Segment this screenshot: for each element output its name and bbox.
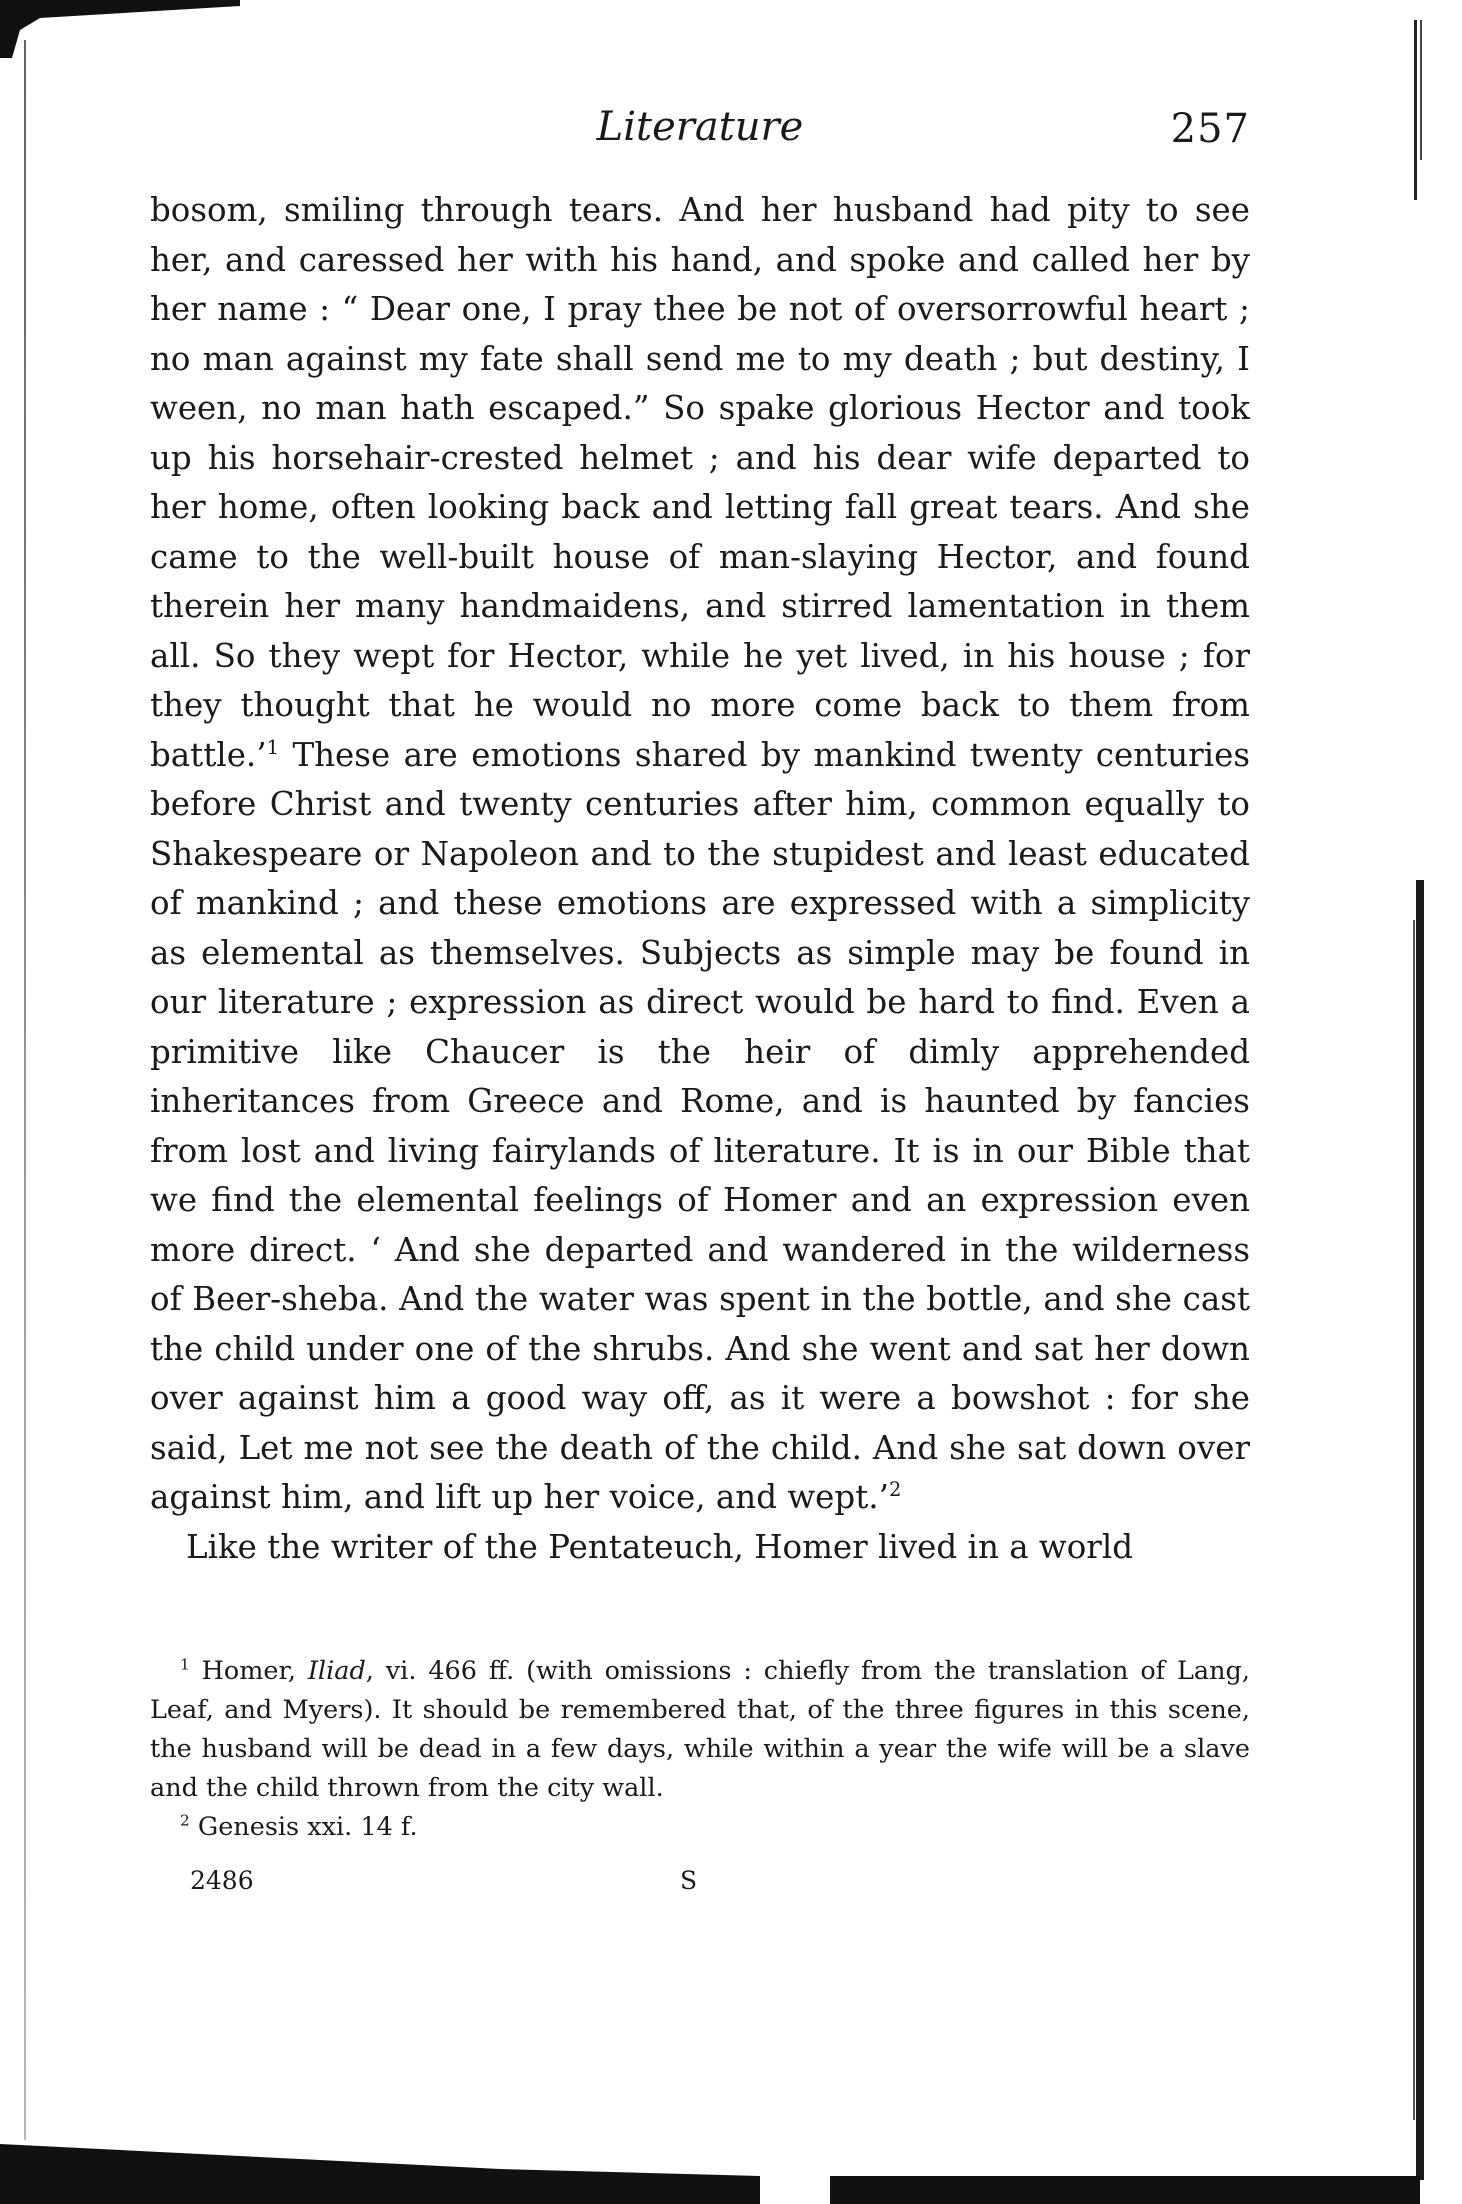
paragraph-text: bosom, smiling through tears. And her husband had pity to see her, and caressed her with his hand, and spoke and called her by her name : “ Dear one, I pray thee be not of oversorrowful heart ; no man against my fate shall send me to my death ; but destiny, I ween, no man hath escaped.” So spake glorious Hector and took up his horsehair-crested helmet ; and his dear wife departed to her home, often looking back and letting fall great tears. And she came to the well-built house of man-slaying Hector, and found therein her many handmaidens, and stirred lamentation in them all. So they wept for Hector, while he yet lived, in his house ; for they thought that he would no more come back to them from battle.’ (150, 191, 1250, 774)
paragraph: Like the writer of the Pentateuch, Homer lived in a world (186, 1527, 1134, 1566)
signature-letter: S (680, 1866, 698, 1895)
scan-bottom-edge (0, 2114, 1462, 2204)
footnote-ref: 1 (266, 735, 280, 759)
scan-corner-artifact (0, 0, 240, 60)
footnote-text: Genesis xxi. 14 f. (189, 1812, 418, 1842)
footnotes (150, 1652, 1250, 1847)
page-header (150, 98, 1250, 158)
footnote-ref: 2 (888, 1478, 902, 1502)
scan-right-edge (1412, 20, 1426, 2180)
body-text (150, 186, 1250, 1572)
footnote (150, 1652, 1250, 1808)
footnote-text: Homer, (189, 1656, 308, 1686)
running-title: Literature (596, 104, 804, 150)
signature-number: 2486 (190, 1866, 254, 1895)
footnote (150, 1808, 1250, 1847)
page-footer (150, 1866, 1250, 1906)
page-number: 257 (1170, 106, 1250, 152)
paragraph (150, 186, 1250, 1523)
footnote-text: , vi. 466 ff. (with omissions : chiefly from the translation of Lang, Leaf, and Myers). It should be remembered that, of the three figures in this scene, the husband will be dead in a few days, while within a year the wife will be a slave and the child thrown from the city wall. (150, 1656, 1250, 1803)
paragraph-text: These are emotions shared by mankind twenty centuries before Christ and twenty centuries after him, common equally to Shakespeare or Napoleon and to the stupidest and least educated of mankind ; and these emotions are expressed with a simplicity as elemental as themselves. Subjects as simple may be found in our literature ; expression as direct would be hard to find. Even a primitive like Chaucer is the heir of dimly apprehended inheritances from Greece and Rome, and is haunted by fancies from lost and living fairylands of literature. It is in our Bible that we find the elemental feelings of Homer and an expression even more direct. ‘ And she departed and wandered in the wilderness of Beer-sheba. And the water was spent in the bottle, and she cast the child under one of the shrubs. And she went and sat her down over against him a good way off, as it were a bowshot : for she said, Let me not see the death of the child. And she sat down over against him, and lift up her voice, and wept.’ (150, 735, 1250, 1516)
footnote-title: Iliad (307, 1656, 366, 1686)
scan-left-edge (24, 40, 26, 2140)
footnote-marker: 2 (180, 1811, 190, 1830)
footnote-marker: 1 (180, 1655, 190, 1674)
